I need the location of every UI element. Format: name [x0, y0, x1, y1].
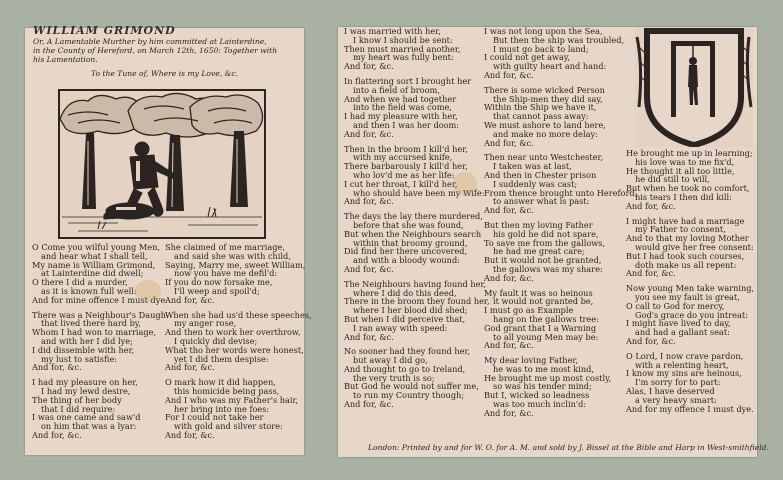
verse-line: If you do now forsake me, — [165, 277, 273, 288]
verse-line: that cannot pass away: — [493, 111, 589, 122]
verse-line: on him that was a lyar: — [41, 421, 137, 432]
verse-line: to answer what is past: — [493, 196, 590, 207]
verse-line: But when the Neighbours search — [344, 228, 482, 239]
imprint-line: London: Printed by and for W. O. for A. M. and sold by J. Bissel at the Bible and Harp in West-smithfield. — [368, 443, 769, 452]
verse-line: and with her I did lye; — [41, 335, 133, 346]
verse-line: The thing of her body — [32, 394, 122, 405]
verse-line: that lived there hard by, — [41, 318, 141, 329]
verse-line: He brought me up in learning; — [626, 148, 753, 158]
verse-line: I might have lived to day, — [626, 318, 731, 329]
verse-line: But I, wicked so leadness — [484, 390, 590, 401]
right-column-3 — [626, 149, 754, 413]
verse-line: hang on the gallows tree: — [493, 313, 599, 324]
verse-line: before that she was found, — [353, 219, 464, 230]
verse-line: my anger rose, — [174, 318, 237, 329]
verse-line: I did dissemble with her, — [32, 344, 135, 355]
verse-line: I know I should be sent: — [353, 34, 453, 45]
gallows-woodcut-image — [635, 27, 753, 147]
verse-line: Alas, I have deserved — [626, 385, 715, 396]
verse-line: There in the broom they found her, — [344, 296, 490, 307]
verse-line: He thought it all too little, — [626, 165, 735, 176]
verse-line: with my accursed knife, — [353, 152, 453, 163]
verse-line: And for, &c. — [344, 399, 394, 410]
verse-line: I could not get away, — [484, 52, 571, 63]
verse-line: I'll weep and spoil'd; — [174, 285, 260, 296]
verse-line: For I could not take her — [165, 412, 264, 423]
left-column-2 — [165, 243, 312, 440]
verse-line: you see my fault is great, — [635, 291, 740, 302]
verse-line: with gold and silver store: — [174, 421, 283, 432]
verse-line: my Father to consent, — [635, 224, 726, 235]
subtitle-line-3: his Lamentation. — [33, 55, 98, 64]
verse-line: but away I did go, — [353, 355, 428, 366]
verse-line: I suddenly was cast; — [493, 178, 578, 189]
verse-line: No sooner had they found her, — [344, 346, 471, 357]
verse-line: And for, &c. — [165, 294, 215, 305]
foxing-stain — [453, 172, 477, 196]
murder-woodcut-image — [58, 89, 266, 239]
verse-line: In flattering sort I brought her — [344, 75, 472, 86]
verse-line: And for, &c. — [165, 429, 215, 440]
verse-line: He brought me up most costly, — [484, 372, 612, 383]
verse-line: And for, &c. — [626, 200, 676, 211]
verse-line: And thought to go to Ireland, — [344, 363, 466, 374]
verse-line: Saying, Marry me, sweet William, — [165, 259, 306, 270]
verse-line: O Come you wilful young Men, — [32, 242, 160, 252]
verse-line: And for, &c. — [484, 69, 534, 80]
left-column-1 — [32, 243, 169, 440]
verse-line: And for, &c. — [344, 196, 394, 207]
verse-line: My dear loving Father, — [484, 355, 579, 366]
verse-line: But then my loving Father — [484, 219, 593, 230]
verse-line: There was a Neighbour's Daugh- — [32, 309, 169, 320]
subtitle-line-2: in the County of Hereford, on March 12th, 1650: Together with — [33, 46, 278, 55]
verse-line: with guilty heart and hand: — [493, 61, 607, 72]
verse-line: O there I did a murder, — [32, 277, 128, 288]
verse-line: it would not granted be, — [493, 296, 594, 307]
verse-line: The days the lay there murdered, — [344, 211, 483, 222]
verse-line: I had my pleasure on her, — [32, 377, 138, 388]
right-column-1 — [344, 27, 490, 409]
verse-line: I cut her throat, I kill'd her, — [344, 178, 458, 189]
verse-line: And for, &c. — [484, 407, 534, 418]
verse-line: my lust to satisfie: — [41, 353, 118, 364]
verse-line: And for, &c. — [484, 137, 534, 148]
verse-line: And to that my loving Mother — [626, 233, 749, 244]
verse-line: to all young Men may be: — [493, 331, 599, 342]
verse-line: I must go back to land; — [493, 43, 589, 54]
verse-line: I had my lewd desire, — [41, 385, 131, 396]
verse-line: where I did do this deed, — [353, 287, 457, 298]
verse-line: my heart was fully bent: — [353, 52, 454, 63]
verse-line: to run my Country though; — [353, 390, 465, 401]
verse-line: I had my pleasure with her, — [344, 111, 458, 122]
verse-line: My fault it was so heinous — [484, 287, 593, 298]
verse-line: Did find her there uncovered, — [344, 246, 468, 257]
verse-line: her bring into me foes: — [174, 403, 270, 414]
verse-line: Within the Ship we have it, — [484, 102, 597, 113]
verse-line: There barbarously I kill'd her, — [344, 161, 468, 172]
verse-line: I might have had a marriage — [626, 215, 745, 226]
verse-line: I was not long upon the Sea, — [484, 26, 603, 36]
verse-line: he was to me most kind, — [493, 363, 594, 374]
verse-line: I ran away with speed: — [353, 322, 448, 333]
subtitle-line-1: Or, A Lamentable Murther by him committed at Lainterdine, — [33, 37, 267, 46]
verse-line: I quickly did devise; — [174, 335, 258, 346]
verse-line: he did still to will, — [635, 174, 710, 185]
verse-line: And for, &c. — [344, 61, 394, 72]
verse-line: the Ship-men they did say, — [493, 93, 603, 104]
verse-line: who should have been my Wife: — [353, 187, 485, 198]
verse-line: as it is known full well: — [41, 285, 137, 296]
verse-line: his love was to me fix'd, — [635, 156, 735, 167]
verse-line: But when he took no comfort, — [626, 183, 750, 194]
verse-line: God grant that I a Warning — [484, 322, 597, 333]
verse-line: where I her blood did shed; — [353, 305, 468, 316]
verse-line: To save me from the gallows, — [484, 237, 606, 248]
verse-line: And for, &c. — [484, 340, 534, 351]
verse-line: at Lainterdine did dwell; — [41, 268, 144, 279]
verse-line: I'm sorry for to part: — [635, 377, 721, 388]
verse-line: and hear what I shall tell, — [41, 250, 148, 261]
verse-line: into a field of broom, — [353, 84, 440, 95]
verse-line: When she had us'd these speeches, — [165, 309, 312, 320]
verse-line: and had a gallant seat: — [635, 327, 730, 338]
verse-line: with a relenting heart, — [635, 359, 729, 370]
verse-line: O call to God for mercy, — [626, 300, 725, 311]
verse-line: that I did require: — [41, 403, 116, 414]
ballad-title-fragment: WILLIAM GRIMOND — [33, 24, 176, 37]
verse-line: I know my sins are heinous, — [626, 368, 742, 379]
verse-line: Whom I had won to marriage, — [32, 327, 157, 338]
verse-line: And for, &c. — [484, 205, 534, 216]
verse-line: And for my offence I must dye. — [626, 403, 754, 414]
verse-line: My name is William Grimond, — [32, 259, 156, 270]
verse-line: We must ashore to land here, — [484, 119, 606, 130]
verse-line: he had me great care; — [493, 246, 585, 257]
verse-line: I taken was at last, — [493, 161, 572, 172]
verse-line: doth make us all repent: — [635, 259, 737, 270]
verse-line: O Lord, I now crave pardon, — [626, 350, 744, 361]
left-broadside-sheet — [25, 24, 312, 455]
verse-line: She claimed of me marriage, — [165, 242, 285, 252]
verse-line: There is some wicked Person — [484, 84, 605, 95]
verse-line: But when I did perceive that, — [344, 313, 466, 324]
foxing-stain — [135, 280, 161, 302]
verse-line: his tears I then did kill: — [635, 191, 732, 202]
verse-line: and make no more delay: — [493, 128, 598, 139]
verse-line: And when we had together — [344, 93, 457, 104]
verse-line: But it would not be granted, — [484, 255, 602, 266]
verse-line: The Neighbours having found her, — [344, 278, 487, 289]
verse-line: I was one came and saw'd — [32, 412, 141, 423]
verse-line: O mark how it did happen, — [165, 377, 276, 388]
verse-line: I was married with her, — [344, 26, 441, 36]
tune-line: To the Tune of, Where is my Love, &c. — [90, 69, 239, 78]
verse-line: And I who was my Father's hair, — [165, 394, 299, 405]
verse-line: yet I did them despise: — [174, 353, 269, 364]
verse-line: was too much inclin'd: — [493, 399, 587, 410]
verse-line: What tho her words were honest, — [165, 344, 304, 355]
verse-line: now you have me defil'd: — [174, 268, 278, 279]
verse-line: the very truth is so; — [353, 372, 435, 383]
verse-line: so was his tender mind; — [493, 381, 592, 392]
verse-line: Now young Men take warning, — [626, 283, 755, 294]
verse-line: But I had took such courses, — [626, 250, 745, 261]
verse-line: the gallows was my share: — [493, 263, 603, 274]
verse-line: And then to work her overthrow, — [165, 327, 301, 338]
right-column-2 — [484, 27, 637, 418]
verse-line: I must go as Example — [484, 305, 574, 316]
verse-line: and said she was with child, — [174, 250, 291, 261]
verse-line: this homicide being pass, — [174, 385, 280, 396]
verse-line: And for, &c. — [344, 331, 394, 342]
verse-line: would give her free consent: — [635, 241, 754, 252]
verse-line: And for, &c. — [165, 362, 215, 373]
verse-line: his gold he did not spare, — [493, 228, 599, 239]
verse-line: a very heavy smart: — [635, 394, 717, 405]
right-broadside-sheet — [338, 26, 769, 457]
verse-line: And for, &c. — [344, 128, 394, 139]
verse-line: and then I was her doom: — [353, 119, 460, 130]
verse-line: into the field was come, — [353, 102, 452, 113]
verse-line: From thence brought unto Hereford, — [484, 187, 638, 198]
verse-line: within that broomy ground, — [353, 237, 468, 248]
verse-line: And for, &c. — [626, 268, 676, 279]
verse-line: And for mine offence I must dye. — [32, 294, 168, 305]
verse-line: And for, &c. — [344, 263, 394, 274]
verse-line: who lov'd me as her life: — [353, 169, 455, 180]
verse-line: Then in the broom I kill'd her, — [344, 143, 468, 154]
verse-line: God's grace do you intreat: — [635, 309, 748, 320]
verse-line: And for, &c. — [32, 429, 82, 440]
verse-line: And for, &c. — [484, 272, 534, 283]
verse-line: And for, &c. — [626, 335, 676, 346]
verse-line: and with a bloody wound: — [353, 255, 460, 266]
verse-line: Then must married another, — [344, 43, 461, 54]
verse-line: But God he would not suffer me, — [344, 381, 479, 392]
verse-line: And for, &c. — [32, 362, 82, 373]
verse-line: But then the ship was troubled, — [493, 34, 625, 45]
verse-line: Then near unto Westchester, — [484, 152, 604, 163]
verse-line: And then in Chester prison — [484, 169, 597, 180]
